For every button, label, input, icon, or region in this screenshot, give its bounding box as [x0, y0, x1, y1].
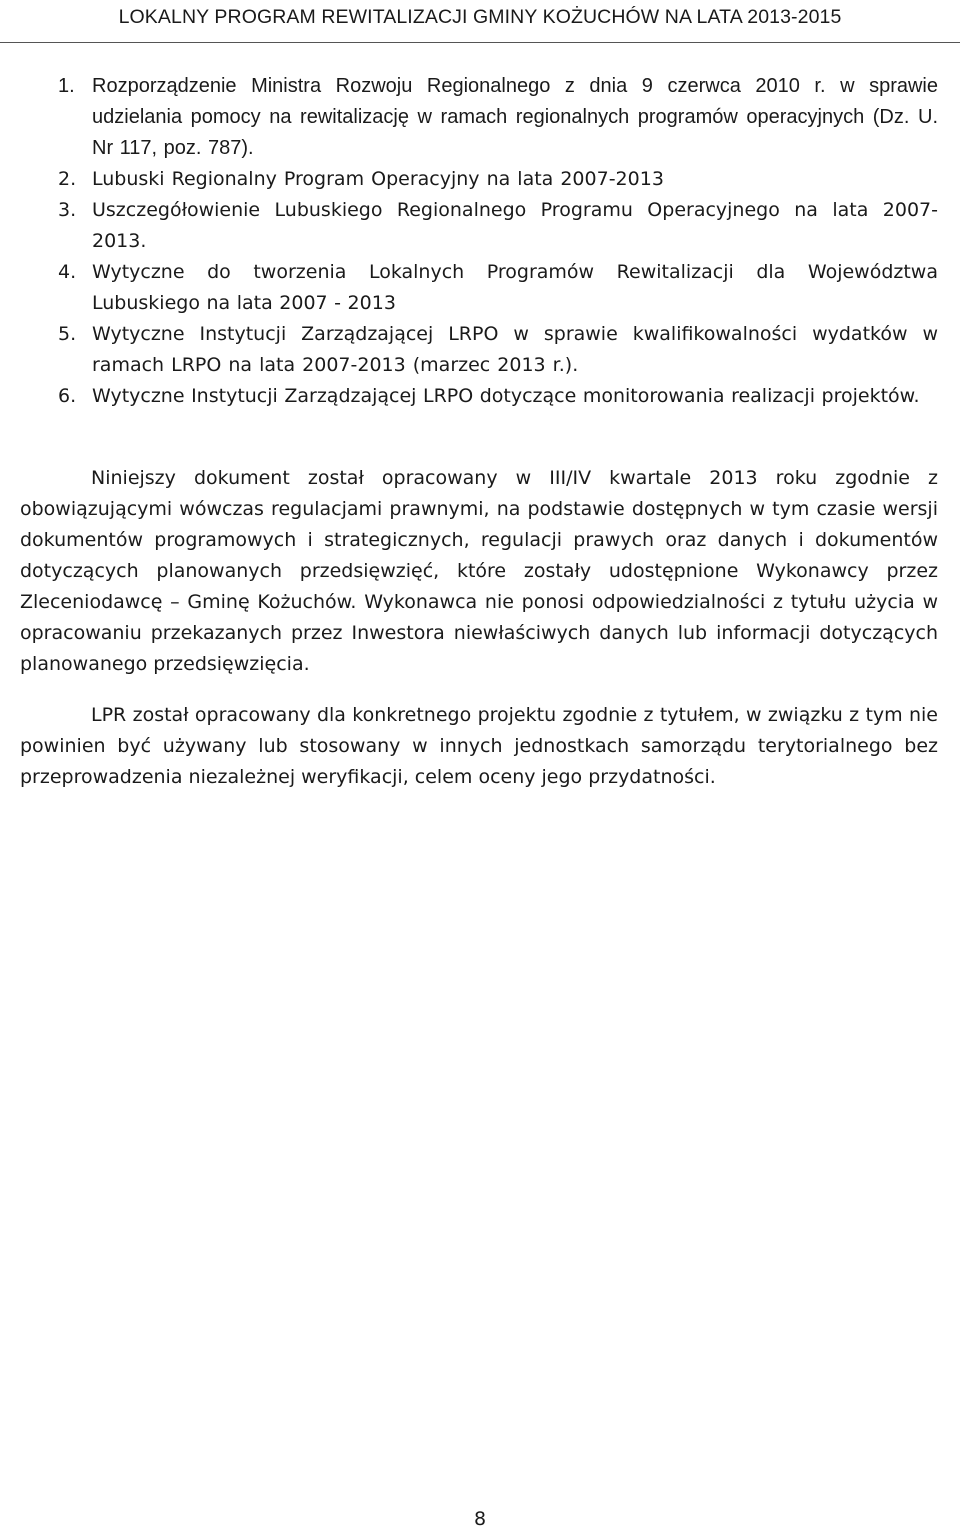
disclaimer-paragraph: Niniejszy dokument został opracowany w III/IV kwartale 2013 roku zgodnie z obowiązującymi wówczas regulacjami prawnymi, na podstawie dostępnych w tym czasie wersji dokumentów programowych i strategicznych, regulacji prawych oraz danych i dokumentów dotyczących planowanych przedsięwzięć, które zostały udostępnione Wykonawcy przez Zleceniodawcę – Gminę Kożuchów. Wykonawca nie ponosi odpowiedzialności z tytułu użycia w opracowaniu przekazanych przez Inwestora niewłaściwych danych lub informacji dotyczących planowanego przedsięwzięcia.	[20, 467, 938, 675]
document-title: LOKALNY PROGRAM REWITALIZACJI GMINY KOŻUCHÓW NA LATA 2013-2015	[118, 6, 842, 28]
source-item	[20, 257, 938, 319]
source-list	[20, 71, 938, 412]
source-number: 1.	[58, 75, 75, 97]
source-item	[20, 71, 938, 164]
header-divider	[0, 42, 960, 43]
source-text: Rozporządzenie Ministra Rozwoju Regionalnego z dnia 9 czerwca 2010 r. w sprawie udzielania pomocy na rewitalizację w ramach regionalnych programów operacyjnych (Dz. U. Nr 117, poz. 787).	[92, 75, 938, 159]
source-number: 5.	[58, 323, 77, 345]
source-text: Lubuski Regionalny Program Operacyjny na lata 2007-2013	[92, 168, 664, 190]
page-header	[0, 0, 960, 42]
source-text: Wytyczne Instytucji Zarządzającej LRPO dotyczące monitorowania realizacji projektów.	[92, 385, 920, 407]
source-text: Wytyczne do tworzenia Lokalnych Programów Rewitalizacji dla Województwa Lubuskiego na lata 2007 - 2013	[92, 261, 938, 314]
source-item	[20, 381, 938, 412]
source-item	[20, 164, 938, 195]
source-number: 2.	[58, 168, 77, 190]
source-text: Wytyczne Instytucji Zarządzającej LRPO w sprawie kwalifikowalności wydatków w ramach LRPO na lata 2007-2013 (marzec 2013 r.).	[92, 323, 938, 376]
source-number: 4.	[58, 261, 77, 283]
source-text: Uszczegółowienie Lubuskiego Regionalnego Programu Operacyjnego na lata 2007-2013.	[92, 199, 938, 252]
source-number: 6.	[58, 385, 77, 407]
page-number: 8	[473, 1508, 487, 1530]
source-item	[20, 319, 938, 381]
usage-note-paragraph: LPR został opracowany dla konkretnego projektu zgodnie z tytułem, w związku z tym nie powinien być używany lub stosowany w innych jednostkach samorządu terytorialnego bez przeprowadzenia niezależnej weryfikacji, celem oceny jego przydatności.	[20, 704, 938, 788]
source-item	[20, 195, 938, 257]
source-number: 3.	[58, 199, 77, 221]
